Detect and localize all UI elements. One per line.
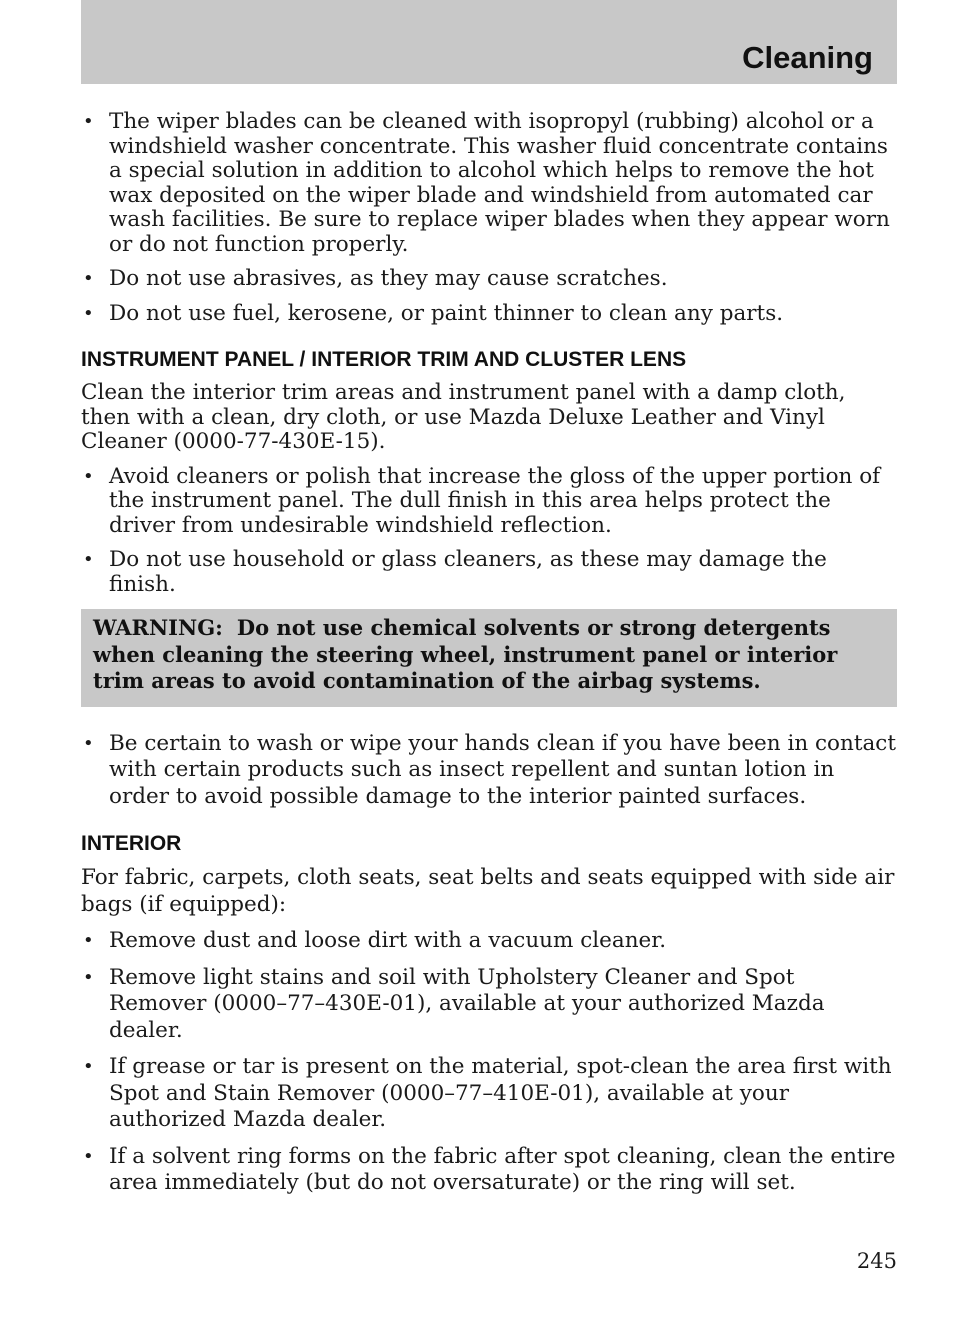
list-item-text: Avoid cleaners or polish that increase the gloss of the upper portion of the instrument panel. The dull finish in this area helps protect the driver from undesirable windshield reflection. <box>109 463 881 538</box>
list-item <box>81 548 897 597</box>
list-item-text: Be certain to wash or wipe your hands clean if you have been in contact with certain products such as insect repellent and suntan lotion in order to avoid possible damage to the interior painted surfaces. <box>109 730 896 809</box>
interior-heading: INTERIOR <box>81 832 182 855</box>
bullet-icon: • <box>83 732 94 754</box>
list-item <box>81 928 897 955</box>
list-item <box>81 302 897 327</box>
list-item <box>81 110 897 257</box>
bullet-icon: • <box>83 111 94 132</box>
bullet-icon: • <box>83 1145 94 1167</box>
page-number: 245 <box>856 1249 897 1273</box>
bullet-icon: • <box>83 302 94 324</box>
list-item <box>81 965 897 1045</box>
bullet-icon: • <box>83 966 94 988</box>
bullet-icon: • <box>83 549 94 570</box>
list-item-text: If grease or tar is present on the material, spot-clean the area first with Spot and Stain Remover (0000–77–410E-01), available at your authorized Mazda dealer. <box>109 1054 892 1132</box>
bullet-icon: • <box>83 268 94 289</box>
list-item-text: Remove light stains and soil with Upholstery Cleaner and Spot Remover (0000–77–430E-01), available at your authorized Mazda dealer. <box>109 964 825 1043</box>
list-item <box>81 731 897 811</box>
page-content <box>81 110 897 1207</box>
list-item <box>81 465 897 539</box>
bullet-icon: • <box>83 1056 94 1077</box>
list-item <box>81 1144 897 1197</box>
list-item <box>81 267 897 292</box>
interior-intro: For fabric, carpets, cloth seats, seat belts and seats equipped with side air bags (if equipped): <box>81 865 895 917</box>
wiper-bullet-list <box>81 110 897 326</box>
instrument-bullet-list <box>81 465 897 598</box>
hands-bullet-list <box>81 731 897 811</box>
page-title: Cleaning <box>742 40 873 75</box>
list-item-text: Do not use fuel, kerosene, or paint thinner to clean any parts. <box>109 300 784 326</box>
list-item-text: Remove dust and loose dirt with a vacuum cleaner. <box>109 928 667 953</box>
warning-text: Do not use chemical solvents or strong detergents when cleaning the steering wheel, instrument panel or interior trim areas to avoid contamination of the airbag systems. <box>93 615 838 693</box>
list-item-text: Do not use household or glass cleaners, as these may damage the finish. <box>109 547 827 597</box>
list-item-text: Do not use abrasives, as they may cause scratches. <box>109 266 668 291</box>
instrument-panel-intro: Clean the interior trim areas and instrument panel with a damp cloth, then with a clean, dry cloth, or use Mazda Deluxe Leather and Vinyl Cleaner (0000-77-430E-15). <box>81 380 846 454</box>
warning-box <box>81 609 897 707</box>
interior-bullet-list <box>81 928 897 1197</box>
header-band <box>81 0 897 84</box>
bullet-icon: • <box>83 930 94 951</box>
list-item-text: The wiper blades can be cleaned with isopropyl (rubbing) alcohol or a windshield washer concentrate. This washer fluid concentrate contains a special solution in addition to alcohol which helps to remove the hot wax deposited on the wiper blade and windshield from automated car wash facilities. Be sure to replace wiper blades when they appear worn or do not function properly. <box>109 109 890 257</box>
instrument-panel-heading: INSTRUMENT PANEL / INTERIOR TRIM AND CLUSTER LENS <box>81 348 687 371</box>
warning-label: WARNING: <box>93 615 223 640</box>
list-item-text: If a solvent ring forms on the fabric after spot cleaning, clean the entire area immediately (but do not oversaturate) or the ring will set. <box>109 1143 896 1195</box>
list-item <box>81 1054 897 1134</box>
bullet-icon: • <box>83 465 94 487</box>
